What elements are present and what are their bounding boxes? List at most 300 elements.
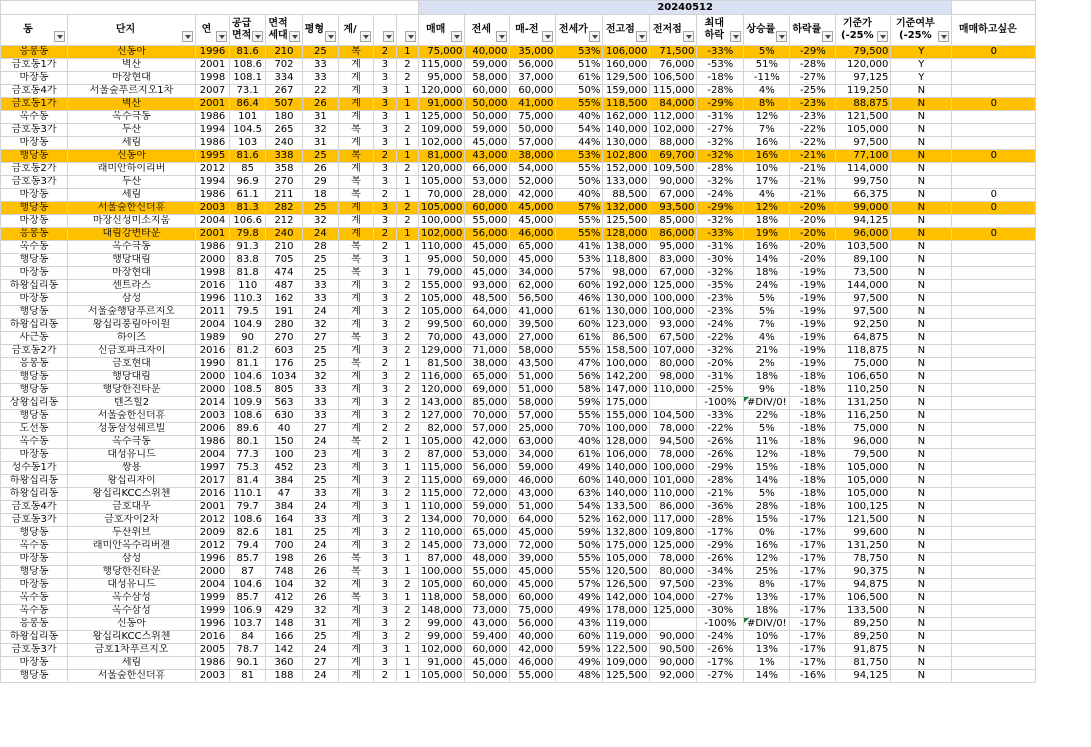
cell[interactable]: 7% (744, 319, 790, 332)
cell[interactable]: 25 (302, 358, 338, 371)
cell[interactable]: 45,000 (465, 657, 510, 670)
cell[interactable] (952, 85, 1036, 98)
cell[interactable]: 108.6 (230, 59, 266, 72)
cell[interactable]: 옥수동 (1, 592, 68, 605)
cell[interactable]: 159,000 (603, 85, 650, 98)
cell[interactable]: 두산위브 (68, 527, 196, 540)
cell[interactable]: 55% (556, 163, 603, 176)
filter-dropdown-icon[interactable] (216, 31, 227, 42)
cell[interactable]: #DIV/0! (744, 397, 790, 410)
cell[interactable]: 55,000 (510, 670, 556, 683)
cell[interactable]: 46% (556, 293, 603, 306)
cell[interactable]: -29% (697, 540, 744, 553)
cell[interactable]: 25 (302, 202, 338, 215)
cell[interactable]: 33 (302, 59, 338, 72)
cell[interactable]: 117,000 (650, 514, 697, 527)
cell[interactable]: -17% (790, 540, 836, 553)
cell[interactable]: 70% (556, 423, 603, 436)
cell[interactable]: 103,500 (836, 241, 891, 254)
cell[interactable]: 2014 (196, 397, 230, 410)
cell[interactable]: -17% (790, 631, 836, 644)
cell[interactable]: 1999 (196, 605, 230, 618)
cell[interactable]: 94,125 (836, 215, 891, 228)
cell[interactable] (952, 644, 1036, 657)
cell[interactable]: 3 (373, 605, 396, 618)
cell[interactable]: 16% (744, 150, 790, 163)
cell[interactable]: -17% (790, 514, 836, 527)
cell[interactable]: 8% (744, 98, 790, 111)
cell[interactable]: 53% (556, 46, 603, 59)
cell[interactable]: 25 (302, 631, 338, 644)
cell[interactable]: 110,000 (418, 527, 464, 540)
cell[interactable]: N (891, 163, 952, 176)
cell[interactable]: 120,000 (836, 59, 891, 72)
cell[interactable]: 76,000 (650, 59, 697, 72)
cell[interactable]: 40% (556, 111, 603, 124)
cell[interactable]: -20% (790, 215, 836, 228)
cell[interactable]: 358 (266, 163, 302, 176)
cell[interactable]: 2003 (196, 410, 230, 423)
cell[interactable]: N (891, 423, 952, 436)
cell[interactable]: 115,000 (418, 488, 464, 501)
cell[interactable]: -18% (790, 501, 836, 514)
cell[interactable]: -29% (790, 46, 836, 59)
cell[interactable]: 26 (302, 592, 338, 605)
cell[interactable]: 43,000 (465, 332, 510, 345)
cell[interactable]: 81 (230, 670, 266, 683)
cell[interactable]: 2005 (196, 644, 230, 657)
cell[interactable]: 2006 (196, 423, 230, 436)
cell[interactable]: 83,000 (650, 254, 697, 267)
cell[interactable]: 85 (230, 163, 266, 176)
cell[interactable]: 두산 (68, 124, 196, 137)
cell[interactable]: 2 (396, 215, 418, 228)
cell[interactable]: 계 (338, 527, 373, 540)
cell[interactable]: N (891, 280, 952, 293)
cell[interactable]: 행당한진타운 (68, 566, 196, 579)
cell[interactable]: -32% (697, 215, 744, 228)
cell[interactable]: 158,500 (603, 345, 650, 358)
cell[interactable]: 33 (302, 410, 338, 423)
cell[interactable]: 계 (338, 293, 373, 306)
cell[interactable]: 1989 (196, 332, 230, 345)
cell[interactable]: 128,000 (603, 228, 650, 241)
cell[interactable]: N (891, 215, 952, 228)
column-header-0[interactable] (1, 15, 68, 46)
filter-dropdown-icon[interactable] (776, 31, 787, 42)
cell[interactable]: 55% (556, 215, 603, 228)
cell[interactable]: 4% (744, 189, 790, 202)
cell[interactable]: 25 (302, 475, 338, 488)
cell[interactable]: -24% (697, 631, 744, 644)
cell[interactable]: -19% (790, 345, 836, 358)
cell[interactable]: 2003 (196, 202, 230, 215)
blank-title-cell[interactable] (1, 1, 419, 15)
cell[interactable]: 47% (556, 358, 603, 371)
cell[interactable]: 60% (556, 631, 603, 644)
cell[interactable]: 86,500 (603, 332, 650, 345)
cell[interactable]: 하왕십리동 (1, 280, 68, 293)
cell[interactable]: 90.1 (230, 657, 266, 670)
cell[interactable]: 0 (952, 150, 1036, 163)
cell[interactable]: 45,000 (510, 566, 556, 579)
column-header-4[interactable] (266, 15, 302, 46)
cell[interactable]: 4% (744, 332, 790, 345)
cell[interactable]: -16% (790, 670, 836, 683)
cell[interactable]: 71,000 (465, 345, 510, 358)
cell[interactable]: 19% (744, 228, 790, 241)
cell[interactable]: -19% (790, 319, 836, 332)
cell[interactable] (952, 605, 1036, 618)
cell[interactable]: 55,000 (465, 215, 510, 228)
cell[interactable]: 104.6 (230, 579, 266, 592)
cell[interactable]: N (891, 657, 952, 670)
cell[interactable]: 79.8 (230, 228, 266, 241)
cell[interactable]: -32% (697, 345, 744, 358)
cell[interactable]: 5% (744, 293, 790, 306)
cell[interactable]: 79,000 (418, 267, 464, 280)
cell[interactable]: 120,000 (418, 384, 464, 397)
column-header-18[interactable] (836, 15, 891, 46)
cell[interactable]: 282 (266, 202, 302, 215)
cell[interactable]: 32 (302, 124, 338, 137)
cell[interactable]: 97,500 (836, 306, 891, 319)
cell[interactable]: 옥수삼성 (68, 592, 196, 605)
cell[interactable]: -18% (790, 423, 836, 436)
cell[interactable]: 행당동 (1, 410, 68, 423)
cell[interactable]: -18% (790, 449, 836, 462)
cell[interactable]: 142,200 (603, 371, 650, 384)
cell[interactable]: 75,000 (510, 111, 556, 124)
cell[interactable]: 1986 (196, 657, 230, 670)
cell[interactable]: 2 (396, 306, 418, 319)
cell[interactable]: 계 (338, 371, 373, 384)
cell[interactable]: 105,000 (836, 488, 891, 501)
cell[interactable]: 2 (373, 46, 396, 59)
cell[interactable]: 94,125 (836, 670, 891, 683)
cell[interactable]: 3 (373, 592, 396, 605)
cell[interactable]: 50% (556, 176, 603, 189)
cell[interactable]: 3 (373, 462, 396, 475)
cell[interactable]: 계 (338, 670, 373, 683)
cell[interactable]: 2000 (196, 566, 230, 579)
cell[interactable]: 쌍용 (68, 462, 196, 475)
cell[interactable]: -17% (790, 527, 836, 540)
cell[interactable]: 행당동 (1, 384, 68, 397)
cell[interactable]: 26 (302, 163, 338, 176)
cell[interactable]: 3 (373, 254, 396, 267)
cell[interactable]: 155,000 (603, 410, 650, 423)
cell[interactable]: 계 (338, 644, 373, 657)
cell[interactable]: 102,000 (418, 644, 464, 657)
cell[interactable]: -32% (697, 150, 744, 163)
cell[interactable]: 50% (556, 540, 603, 553)
cell[interactable]: 75,000 (510, 605, 556, 618)
cell[interactable]: 120,500 (603, 566, 650, 579)
cell[interactable]: 106,500 (836, 592, 891, 605)
cell[interactable]: 43,000 (510, 488, 556, 501)
cell[interactable]: 105,000 (418, 436, 464, 449)
cell[interactable]: 130,000 (603, 293, 650, 306)
filter-dropdown-icon[interactable] (252, 31, 263, 42)
cell[interactable] (952, 579, 1036, 592)
cell[interactable]: 81,750 (836, 657, 891, 670)
cell[interactable]: 99,000 (418, 631, 464, 644)
cell[interactable]: 81.4 (230, 475, 266, 488)
cell[interactable]: 32 (302, 371, 338, 384)
cell[interactable]: 87,000 (418, 449, 464, 462)
cell[interactable]: 1 (396, 267, 418, 280)
cell[interactable]: 110,000 (418, 241, 464, 254)
cell[interactable]: 복 (338, 124, 373, 137)
cell[interactable]: 1 (396, 358, 418, 371)
cell[interactable]: 58,000 (465, 72, 510, 85)
cell[interactable]: 2003 (196, 670, 230, 683)
cell[interactable] (952, 137, 1036, 150)
cell[interactable]: 55% (556, 228, 603, 241)
cell[interactable]: 122,500 (603, 644, 650, 657)
cell[interactable] (952, 332, 1036, 345)
cell[interactable]: 110,000 (650, 384, 697, 397)
cell[interactable]: N (891, 241, 952, 254)
cell[interactable]: 38,000 (465, 358, 510, 371)
cell[interactable]: 1 (396, 137, 418, 150)
cell[interactable]: -31% (697, 111, 744, 124)
column-header-20[interactable] (952, 15, 1036, 46)
cell[interactable]: 10% (744, 631, 790, 644)
cell[interactable]: 복 (338, 553, 373, 566)
cell[interactable]: 79,500 (836, 46, 891, 59)
filter-dropdown-icon[interactable] (54, 31, 65, 42)
cell[interactable]: 56% (556, 371, 603, 384)
cell[interactable]: 계 (338, 657, 373, 670)
cell[interactable]: 1 (396, 670, 418, 683)
cell[interactable]: 61% (556, 306, 603, 319)
cell[interactable]: -20% (790, 228, 836, 241)
cell[interactable]: 34,000 (510, 449, 556, 462)
cell[interactable]: 102,000 (418, 137, 464, 150)
cell[interactable]: 3 (373, 514, 396, 527)
cell[interactable] (952, 254, 1036, 267)
cell[interactable]: N (891, 566, 952, 579)
cell[interactable]: 69,000 (465, 384, 510, 397)
cell[interactable]: 40,000 (510, 631, 556, 644)
cell[interactable]: 33 (302, 488, 338, 501)
cell[interactable]: 52% (556, 514, 603, 527)
cell[interactable]: 1 (396, 592, 418, 605)
cell[interactable]: 옥수삼성 (68, 605, 196, 618)
cell[interactable]: 45,000 (510, 215, 556, 228)
cell[interactable]: 100,000 (418, 566, 464, 579)
cell[interactable]: 22 (302, 85, 338, 98)
column-header-17[interactable] (790, 15, 836, 46)
cell[interactable]: -22% (697, 423, 744, 436)
cell[interactable]: 50,000 (465, 111, 510, 124)
cell[interactable]: 46,000 (510, 475, 556, 488)
cell[interactable]: 성수동1가 (1, 462, 68, 475)
cell[interactable]: 24 (302, 501, 338, 514)
cell[interactable]: 62,000 (510, 280, 556, 293)
cell[interactable]: 105,000 (836, 462, 891, 475)
cell[interactable]: 마장동 (1, 293, 68, 306)
blank-title-cell-right[interactable] (952, 1, 1036, 15)
column-header-13[interactable] (603, 15, 650, 46)
cell[interactable]: 176 (266, 358, 302, 371)
cell[interactable]: 계 (338, 384, 373, 397)
cell[interactable]: 60,000 (510, 592, 556, 605)
cell[interactable]: 대림강변타운 (68, 228, 196, 241)
cell[interactable]: 3 (373, 579, 396, 592)
cell[interactable]: 73,500 (836, 267, 891, 280)
cell[interactable]: 267 (266, 85, 302, 98)
cell[interactable]: -32% (697, 176, 744, 189)
cell[interactable]: -32% (697, 137, 744, 150)
cell[interactable]: 166 (266, 631, 302, 644)
cell[interactable]: 60% (556, 280, 603, 293)
cell[interactable]: 60% (556, 475, 603, 488)
cell[interactable]: 21% (744, 345, 790, 358)
cell[interactable]: 18% (744, 267, 790, 280)
cell[interactable]: 3 (373, 202, 396, 215)
cell[interactable]: 105,000 (603, 553, 650, 566)
cell[interactable] (952, 423, 1036, 436)
cell[interactable]: 49% (556, 605, 603, 618)
cell[interactable]: 3 (373, 137, 396, 150)
cell[interactable]: -24% (697, 319, 744, 332)
cell[interactable]: 계 (338, 59, 373, 72)
cell[interactable]: N (891, 319, 952, 332)
column-header-8[interactable] (396, 15, 418, 46)
cell[interactable]: 110,000 (650, 488, 697, 501)
cell[interactable]: 94,875 (836, 579, 891, 592)
cell[interactable]: N (891, 189, 952, 202)
cell[interactable] (952, 540, 1036, 553)
cell[interactable]: 108.6 (230, 514, 266, 527)
cell[interactable]: 금호동3가 (1, 176, 68, 189)
cell[interactable]: 13% (744, 592, 790, 605)
cell[interactable]: 옥수동 (1, 241, 68, 254)
cell[interactable]: 3 (373, 59, 396, 72)
cell[interactable]: 3 (373, 488, 396, 501)
cell[interactable]: 왕십리자이 (68, 475, 196, 488)
cell[interactable]: 129,500 (603, 72, 650, 85)
cell[interactable] (952, 111, 1036, 124)
cell[interactable]: 131,250 (836, 397, 891, 410)
cell[interactable]: -27% (697, 592, 744, 605)
cell[interactable]: -20% (790, 241, 836, 254)
cell[interactable]: 127,000 (418, 410, 464, 423)
cell[interactable]: 32 (302, 579, 338, 592)
cell[interactable]: 69,000 (465, 475, 510, 488)
cell[interactable]: 99,000 (418, 618, 464, 631)
cell[interactable]: 57,000 (465, 423, 510, 436)
cell[interactable]: 2 (373, 423, 396, 436)
cell[interactable]: 143,000 (418, 397, 464, 410)
cell[interactable]: 23 (302, 462, 338, 475)
cell[interactable]: 563 (266, 397, 302, 410)
cell[interactable]: 25 (302, 267, 338, 280)
cell[interactable] (952, 592, 1036, 605)
cell[interactable]: 2 (396, 124, 418, 137)
cell[interactable]: 53% (556, 150, 603, 163)
cell[interactable]: -31% (697, 371, 744, 384)
cell[interactable]: 1 (396, 150, 418, 163)
cell[interactable]: 140,000 (603, 475, 650, 488)
cell[interactable] (952, 371, 1036, 384)
cell[interactable]: 54% (556, 501, 603, 514)
cell[interactable]: 119,250 (836, 85, 891, 98)
cell[interactable]: 106,000 (603, 449, 650, 462)
cell[interactable]: 180 (266, 111, 302, 124)
cell[interactable]: 102,000 (418, 228, 464, 241)
cell[interactable]: 신동아 (68, 150, 196, 163)
cell[interactable]: 130,000 (603, 137, 650, 150)
cell[interactable]: 행당동 (1, 566, 68, 579)
cell[interactable]: 24 (302, 644, 338, 657)
cell[interactable]: 24 (302, 436, 338, 449)
cell[interactable]: 78.7 (230, 644, 266, 657)
cell[interactable]: 338 (266, 150, 302, 163)
cell[interactable]: 700 (266, 540, 302, 553)
cell[interactable]: 25% (744, 566, 790, 579)
cell[interactable]: 33 (302, 514, 338, 527)
cell[interactable]: 2 (396, 475, 418, 488)
cell[interactable]: 2 (373, 436, 396, 449)
cell[interactable]: 89.6 (230, 423, 266, 436)
cell[interactable]: 3 (373, 410, 396, 423)
cell[interactable]: -17% (790, 592, 836, 605)
cell[interactable]: 계 (338, 345, 373, 358)
cell[interactable]: 2009 (196, 527, 230, 540)
cell[interactable]: 34,000 (510, 267, 556, 280)
cell[interactable]: 복 (338, 150, 373, 163)
cell[interactable]: -33% (697, 410, 744, 423)
cell[interactable]: -26% (697, 553, 744, 566)
cell[interactable]: N (891, 397, 952, 410)
cell[interactable]: 61.1 (230, 189, 266, 202)
cell[interactable]: 벽산 (68, 59, 196, 72)
cell[interactable]: N (891, 371, 952, 384)
cell[interactable]: 7% (744, 124, 790, 137)
cell[interactable]: 87,000 (418, 553, 464, 566)
cell[interactable]: -29% (697, 202, 744, 215)
cell[interactable]: -17% (790, 605, 836, 618)
cell[interactable]: -33% (697, 228, 744, 241)
cell[interactable]: 행당동 (1, 254, 68, 267)
cell[interactable]: 복 (338, 189, 373, 202)
cell[interactable]: 세림 (68, 137, 196, 150)
filter-dropdown-icon[interactable] (405, 31, 416, 42)
cell[interactable]: 금호대우 (68, 501, 196, 514)
cell[interactable]: 105,000 (418, 579, 464, 592)
cell[interactable]: 91,000 (418, 98, 464, 111)
cell[interactable]: 109,000 (603, 657, 650, 670)
cell[interactable]: 72,000 (465, 488, 510, 501)
cell[interactable]: 110,250 (836, 384, 891, 397)
cell[interactable]: 도선동 (1, 423, 68, 436)
cell[interactable]: 12% (744, 449, 790, 462)
cell[interactable]: 2001 (196, 59, 230, 72)
filter-dropdown-icon[interactable] (822, 31, 833, 42)
cell[interactable]: 2% (744, 358, 790, 371)
cell[interactable]: 벽산 (68, 98, 196, 111)
cell[interactable]: 응봉동 (1, 46, 68, 59)
cell[interactable]: -53% (697, 59, 744, 72)
cell[interactable]: 9% (744, 384, 790, 397)
cell[interactable]: 마장신성미소지움 (68, 215, 196, 228)
cell[interactable]: 130,000 (603, 306, 650, 319)
cell[interactable]: 행당동 (1, 150, 68, 163)
